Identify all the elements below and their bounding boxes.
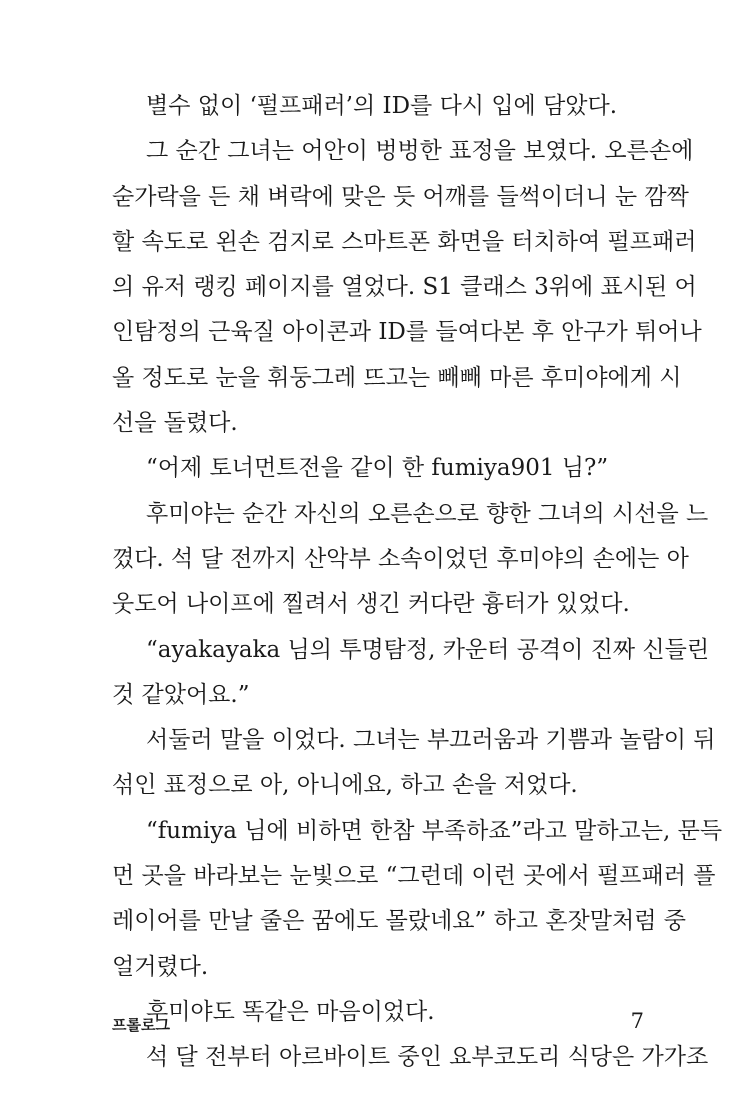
chapter-title: 프롤로그 (112, 1016, 170, 1034)
text-line: 의 유저 랭킹 페이지를 열었다. S1 클래스 3위에 표시된 어 (112, 274, 697, 301)
body-text (112, 84, 723, 1081)
text-line: 섞인 표정으로 아, 아니에요, 하고 손을 저었다. (112, 772, 578, 799)
text-line: 할 속도로 왼손 검지로 스마트폰 화면을 터치하여 펄프패러 (112, 228, 697, 255)
text-line: 것 같았어요.” (112, 681, 250, 708)
text-line: “ayakayaka 님의 투명탐정, 카운터 공격이 진짜 신들린 (146, 636, 710, 663)
text-line: 숟가락을 든 채 벼락에 맞은 듯 어깨를 들썩이더니 눈 깜짝 (112, 183, 689, 210)
text-line: 먼 곳을 바라보는 눈빛으로 “그런데 이런 곳에서 펄프패러 플 (112, 863, 716, 890)
text-line: 그 순간 그녀는 어안이 벙벙한 표정을 보였다. 오른손에 (146, 138, 694, 165)
text-line: 서둘러 말을 이었다. 그녀는 부끄러움과 기쁨과 놀람이 뒤 (146, 727, 716, 754)
text-line: 레이어를 만날 줄은 꿈에도 몰랐네요” 하고 혼잣말처럼 중 (112, 908, 686, 935)
text-line: 별수 없이 ‘펄프패러’의 ID를 다시 입에 담았다. (146, 93, 618, 119)
text-line: 선을 돌렸다. (112, 410, 238, 437)
text-line: 인탐정의 근육질 아이콘과 ID를 들여다본 후 안구가 튀어나 (112, 319, 702, 346)
text-line: 꼈다. 석 달 전까지 산악부 소속이었던 후미야의 손에는 아 (112, 545, 689, 572)
text-line: 석 달 전부터 아르바이트 중인 요부코도리 식당은 가가조 (146, 1044, 709, 1071)
text-line: 후미야는 순간 자신의 오른손으로 향한 그녀의 시선을 느 (146, 500, 709, 527)
text-line: 후미야도 똑같은 마음이었다. (146, 998, 435, 1025)
text-line: 웃도어 나이프에 찔려서 생긴 커다란 흉터가 있었다. (112, 591, 630, 618)
page-number: 7 (630, 1009, 644, 1033)
text-line: “fumiya 님에 비하면 한참 부족하죠”라고 말하고는, 문득 (146, 817, 723, 844)
text-line: 얼거렸다. (112, 953, 209, 980)
text-line: 올 정도로 눈을 휘둥그레 뜨고는 빼빼 마른 후미야에게 시 (112, 364, 682, 391)
text-line: “어제 토너먼트전을 같이 한 fumiya901 님?” (146, 455, 609, 482)
